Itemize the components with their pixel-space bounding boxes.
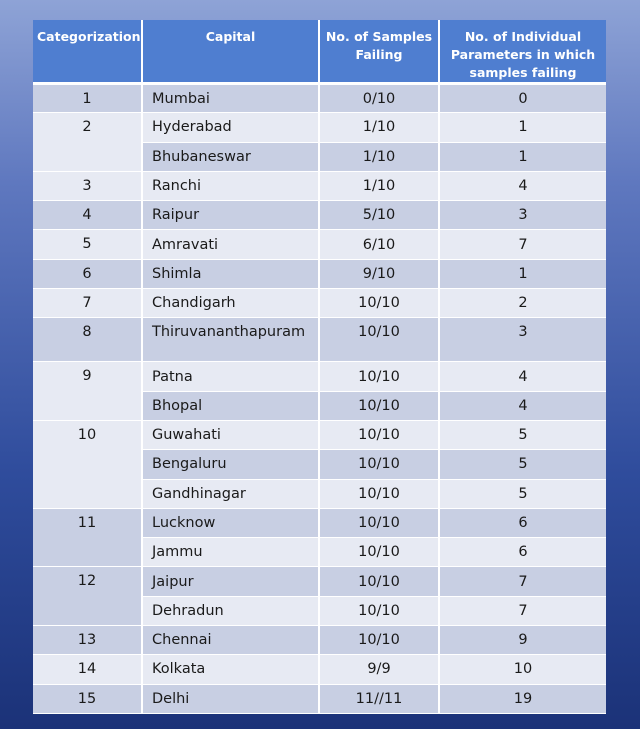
- cell-params: 7: [439, 230, 606, 259]
- cell-samples: 10/10: [319, 391, 439, 420]
- cell-capital: Ranchi: [142, 171, 319, 200]
- cell-samples: 9/10: [319, 259, 439, 288]
- cell-params: 5: [439, 479, 606, 508]
- cell-capital: Jammu: [142, 538, 319, 567]
- cell-samples: 10/10: [319, 596, 439, 625]
- table-row: [33, 318, 606, 362]
- cell-categorization: 3: [33, 171, 142, 200]
- cell-samples: 10/10: [319, 626, 439, 655]
- table-row: [33, 201, 606, 230]
- cell-capital: Bhopal: [142, 391, 319, 420]
- cell-samples: 10/10: [319, 318, 439, 362]
- cell-samples: 11//11: [319, 684, 439, 713]
- table-row: [33, 113, 606, 142]
- cell-params: 6: [439, 508, 606, 537]
- cell-params: 1: [439, 113, 606, 142]
- cell-params: 1: [439, 142, 606, 171]
- cell-samples: 1/10: [319, 142, 439, 171]
- cell-params: 1: [439, 259, 606, 288]
- cell-capital: Bhubaneswar: [142, 142, 319, 171]
- table-row: [33, 508, 606, 537]
- table-row: [33, 684, 606, 713]
- cell-capital: Mumbai: [142, 84, 319, 113]
- cell-params: 9: [439, 626, 606, 655]
- table-row: [33, 84, 606, 113]
- cell-capital: Kolkata: [142, 655, 319, 684]
- cell-samples: 10/10: [319, 362, 439, 391]
- cell-params: 6: [439, 538, 606, 567]
- cell-samples: 1/10: [319, 171, 439, 200]
- cell-categorization: 9: [33, 362, 142, 421]
- header-parameters-failing: No. of Individual Parameters in which samples failing: [439, 20, 606, 84]
- cell-params: 4: [439, 171, 606, 200]
- cell-categorization: 4: [33, 201, 142, 230]
- header-capital: Capital: [142, 20, 319, 84]
- cell-categorization: 12: [33, 567, 142, 626]
- table-row: [33, 289, 606, 318]
- cell-capital: Thiruvananthapuram: [142, 318, 319, 362]
- header-samples-failing: No. of Samples Failing: [319, 20, 439, 84]
- cell-capital: Gandhinagar: [142, 479, 319, 508]
- cell-capital: Raipur: [142, 201, 319, 230]
- cell-samples: 10/10: [319, 538, 439, 567]
- cell-samples: 10/10: [319, 289, 439, 318]
- cell-categorization: 7: [33, 289, 142, 318]
- cell-categorization: 11: [33, 508, 142, 567]
- cell-samples: 5/10: [319, 201, 439, 230]
- table-row: [33, 230, 606, 259]
- header-categorization: Categorization: [33, 20, 142, 84]
- cell-categorization: 6: [33, 259, 142, 288]
- cell-params: 2: [439, 289, 606, 318]
- cell-capital: Lucknow: [142, 508, 319, 537]
- cell-samples: 1/10: [319, 113, 439, 142]
- cell-categorization: 14: [33, 655, 142, 684]
- cell-params: 19: [439, 684, 606, 713]
- cell-categorization: 1: [33, 84, 142, 113]
- table-row: [33, 420, 606, 449]
- table-row: [33, 362, 606, 391]
- cell-capital: Delhi: [142, 684, 319, 713]
- cell-params: 5: [439, 450, 606, 479]
- table-row: [33, 171, 606, 200]
- table-row: [33, 626, 606, 655]
- cell-categorization: 10: [33, 420, 142, 508]
- cell-params: 4: [439, 362, 606, 391]
- table-header-row: [33, 20, 606, 84]
- table-row: [33, 655, 606, 684]
- cell-categorization: 15: [33, 684, 142, 713]
- cell-params: 5: [439, 420, 606, 449]
- cell-capital: Hyderabad: [142, 113, 319, 142]
- cell-params: 0: [439, 84, 606, 113]
- cell-categorization: 2: [33, 113, 142, 172]
- cell-capital: Guwahati: [142, 420, 319, 449]
- cell-params: 3: [439, 201, 606, 230]
- cell-params: 10: [439, 655, 606, 684]
- cell-capital: Shimla: [142, 259, 319, 288]
- cell-categorization: 8: [33, 318, 142, 362]
- cell-samples: 10/10: [319, 420, 439, 449]
- cell-samples: 10/10: [319, 450, 439, 479]
- cell-capital: Chandigarh: [142, 289, 319, 318]
- cell-samples: 0/10: [319, 84, 439, 113]
- cell-params: 7: [439, 567, 606, 596]
- water-quality-table: [33, 20, 606, 714]
- cell-samples: 10/10: [319, 508, 439, 537]
- table-row: [33, 567, 606, 596]
- cell-samples: 6/10: [319, 230, 439, 259]
- cell-samples: 10/10: [319, 479, 439, 508]
- cell-params: 4: [439, 391, 606, 420]
- cell-samples: 9/9: [319, 655, 439, 684]
- cell-capital: Amravati: [142, 230, 319, 259]
- data-table-container: [33, 20, 606, 714]
- cell-capital: Jaipur: [142, 567, 319, 596]
- cell-capital: Dehradun: [142, 596, 319, 625]
- table-row: [33, 259, 606, 288]
- cell-params: 3: [439, 318, 606, 362]
- cell-capital: Chennai: [142, 626, 319, 655]
- cell-params: 7: [439, 596, 606, 625]
- cell-capital: Bengaluru: [142, 450, 319, 479]
- cell-capital: Patna: [142, 362, 319, 391]
- cell-categorization: 13: [33, 626, 142, 655]
- cell-categorization: 5: [33, 230, 142, 259]
- cell-samples: 10/10: [319, 567, 439, 596]
